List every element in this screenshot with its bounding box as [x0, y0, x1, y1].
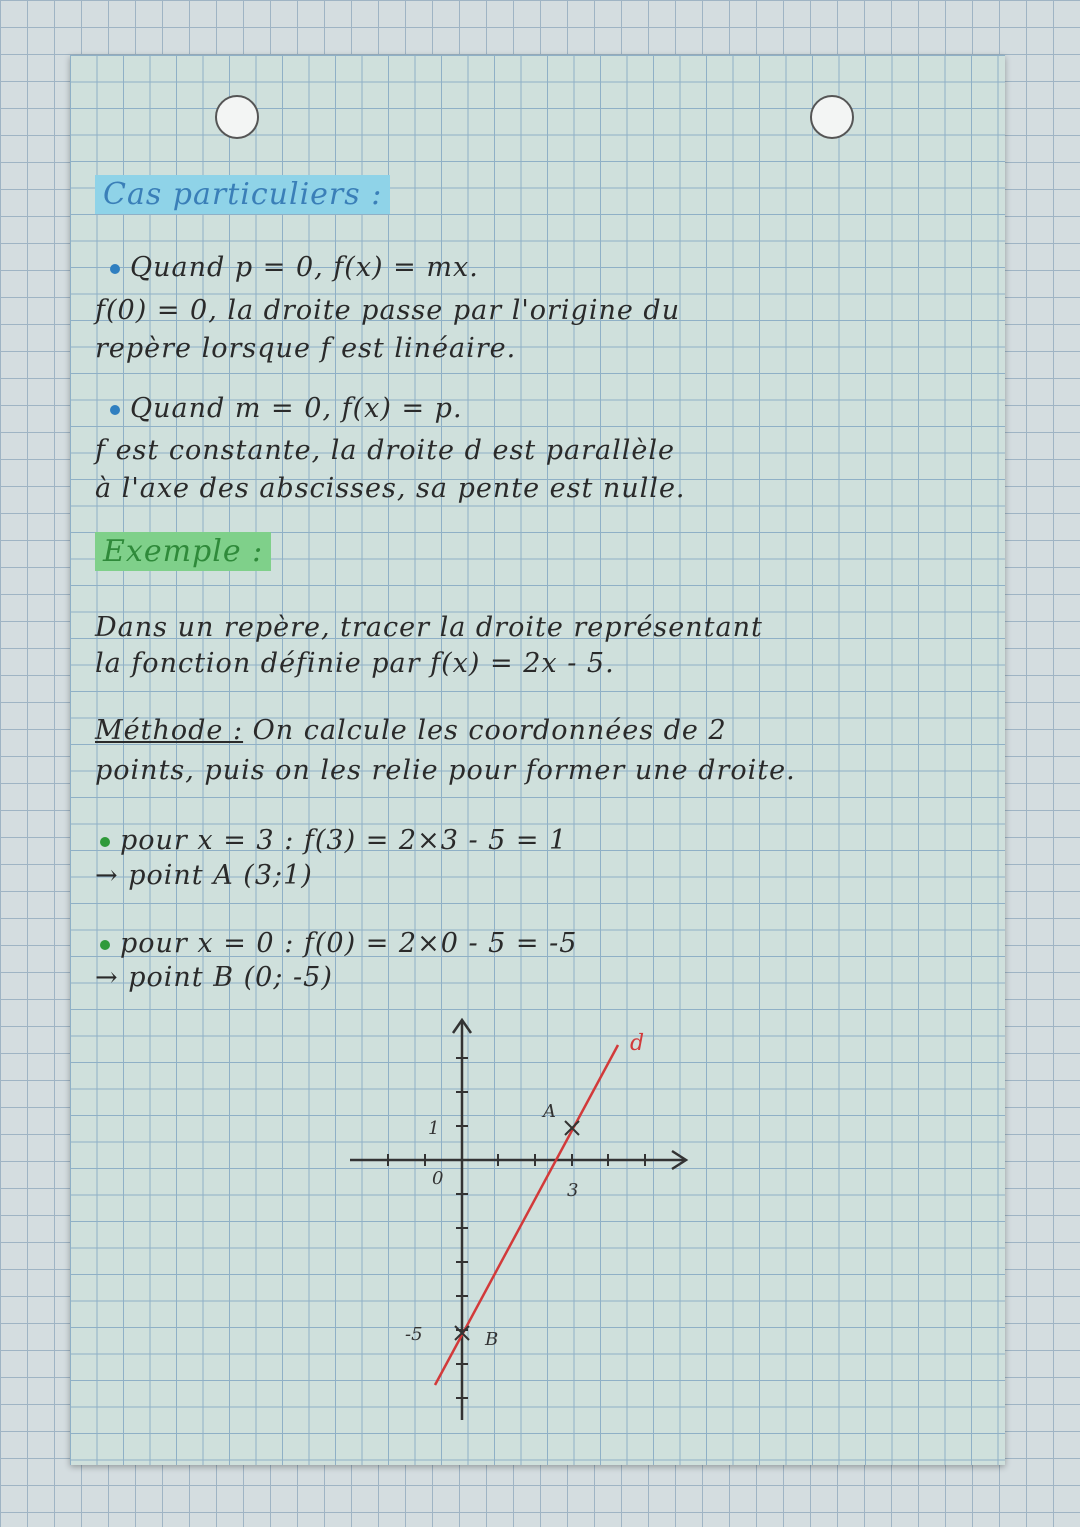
step1-line2: → point A (3;1) [95, 860, 313, 891]
method-label: Méthode : [95, 715, 244, 746]
line-d-label: d [630, 1031, 645, 1056]
case1-line2: f(0) = 0, la droite passe par l'origine du [95, 295, 681, 326]
point-b-label: B [485, 1329, 499, 1350]
text: Quand m = 0, f(x) = p. [130, 393, 463, 424]
y-tick-1: 1 [428, 1118, 440, 1139]
y-tick-neg5: -5 [405, 1324, 423, 1345]
ticks [388, 1058, 645, 1398]
example-line2: la fonction définie par f(x) = 2x - 5. [95, 648, 615, 679]
case1-line3: repère lorsque f est linéaire. [95, 333, 517, 364]
method-line2: points, puis on les relie pour former une droite. [95, 755, 796, 786]
section-title: Cas particuliers : [95, 175, 390, 214]
text: pour x = 0 : f(0) = 2×0 - 5 = -5 [120, 928, 578, 959]
text: Quand p = 0, f(x) = mx. [130, 252, 479, 283]
point-a-label: A [543, 1101, 556, 1122]
text: On calcule les coordonnées de 2 [252, 715, 727, 746]
x-tick-3: 3 [567, 1180, 579, 1201]
step2-line2: → point B (0; -5) [95, 962, 333, 993]
origin-label: 0 [432, 1168, 444, 1189]
case2-line3: à l'axe des abscisses, sa pente est nulle. [95, 473, 686, 504]
text: pour x = 3 : f(3) = 2×3 - 5 = 1 [120, 825, 568, 856]
example-title: Exemple : [95, 532, 271, 571]
example-line1: Dans un repère, tracer la droite représentant [95, 612, 763, 643]
case2-line2: f est constante, la droite d est parallèle [95, 435, 675, 466]
